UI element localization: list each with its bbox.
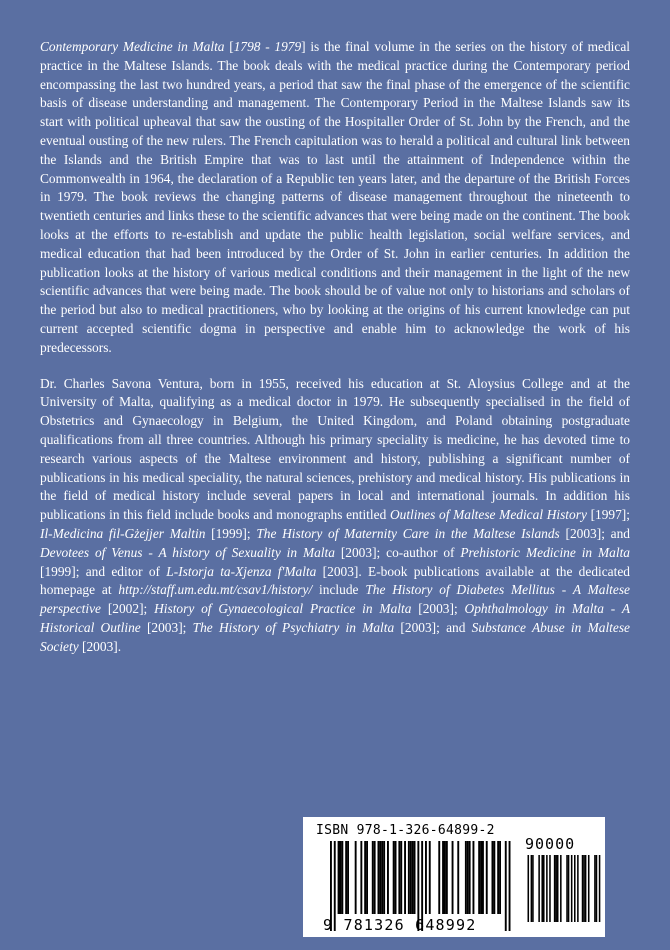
barcode-bar	[505, 841, 507, 931]
italic-title-text: http://staff.um.edu.mt/csav1/history/	[118, 582, 313, 598]
italic-title-text: Prehistoric Medicine in Malta	[460, 544, 630, 560]
barcode-bar	[340, 841, 342, 914]
italic-title-text: Contemporary Medicine in Malta	[40, 39, 225, 54]
price-addon-number: 90000	[525, 835, 576, 853]
italic-title-text: 1798 - 1979	[233, 39, 302, 54]
barcode-bar	[478, 841, 480, 914]
barcode-bar	[408, 841, 410, 914]
body-text: include	[312, 582, 366, 598]
barcode-bar	[480, 841, 482, 914]
barcode-bar	[381, 841, 383, 914]
barcode-bar	[499, 841, 501, 914]
barcode-bar	[338, 841, 340, 914]
barcode-bar	[560, 855, 562, 922]
body-text: [2003];	[140, 619, 193, 635]
body-text: ] is the final volume in the series on the history of medical practice in the Maltese Islands. The book deals with the medical practice during the Contemporary period encompassing the last two hundred years, a period that saw the final phase of the emergence of the scientific basis of disease understanding and management. The Contemporary Period in the Maltese Islands saw its start with political upheaval that saw the ousting of the Hospitaller Order of St. John by the French, and the eventual ousting of the new rulers. The French capitulation was to herald a political and cultural link between the Islands and the British Empire that was to last until the attainment of Independence within the Commonwealth in 1964, the declaration of a Republic ten years later, and the departure of the British Forces in 1979. The book reviews the changing patterns of disease management throughout the nineteenth to twentieth centuries and links these to the scientific advances that were being made on the continent. The book looks at the efforts to re-establish and update the public health legislation, social welfare services, and medical education that had been introduced by the Order of St. John in earlier centuries. In addition the publication looks at the history of various medical conditions and their management in the light of the new scientific advances that were being made. The book should be of value not only to historians and scholars of the period but also to medical practitioners, who by looking at the origins of his current knowledge can put current accepted scientific dogma in perspective and enable him to acknowledge the work of his predecessors.	[40, 39, 631, 355]
barcode-bar	[412, 841, 414, 914]
back-cover-content	[40, 38, 630, 937]
barcode-bar	[410, 841, 412, 914]
barcode-bar	[585, 855, 587, 922]
barcode-bar	[528, 855, 530, 922]
body-text: [2003]; co-author of	[334, 544, 461, 560]
barcode-bar	[467, 841, 469, 914]
body-text: Dr. Charles Savona Ventura, born in 1955, received his education at St. Aloysius College and at the University of Malta, qualifying as a medical doctor in 1979. He subsequently specialised in the field of Obstetrics and Gynaecology in Belgium, the United Kingdom, and Poland obtaining postgraduate qualifications from all three countries. Although his primary speciality is medicine, he has devoted time to research various aspects of the Maltese environment and history, publishing a significant number of publications in his medical speciality, the natural sciences, prehistory and medical history. His publications in the field of medical history include several papers in local and international journals. In addition his publications in this field include books and monographs entitled	[40, 375, 630, 523]
barcode-bar	[438, 841, 440, 914]
barcode-bar	[345, 841, 347, 914]
italic-title-text: History of Gynaecological Practice in Malta	[154, 601, 412, 617]
barcode-bar	[583, 855, 585, 922]
barcode-bar	[414, 841, 416, 914]
body-text: [1999];	[205, 525, 257, 541]
barcode-bar	[594, 855, 596, 922]
ean-left-digits: 781326	[343, 916, 405, 934]
barcode-bar	[341, 841, 343, 914]
barcode-bar	[372, 841, 374, 914]
barcode-bar	[531, 855, 533, 922]
barcode-bar	[446, 841, 448, 914]
body-text: [1997];	[586, 507, 630, 523]
barcode-bar	[577, 855, 579, 922]
barcode-bar	[599, 855, 601, 922]
barcode-bar	[366, 841, 368, 914]
italic-title-text: Devotees of Venus - A history of Sexuality in Malta	[40, 544, 335, 560]
ean-number	[323, 916, 476, 934]
italic-title-text: Il-Medicina fil-Gżejjer Maltin	[40, 525, 206, 541]
body-text: [2003]. E-book publications available at the dedicated homepage at	[40, 563, 630, 598]
italic-title-text: The History of Psychiatry in Malta	[192, 619, 395, 635]
italic-title-text: The History of Maternity Care in the Maltese Islands	[256, 525, 560, 541]
barcode-bar	[492, 841, 494, 914]
barcode-bar	[473, 841, 475, 914]
barcode-bar	[532, 855, 534, 922]
isbn-label: ISBN 978-1-326-64899-2	[316, 823, 495, 838]
isbn-barcode	[303, 817, 605, 937]
barcode-bar	[482, 841, 484, 914]
barcode-bar	[486, 841, 488, 914]
barcode-bar	[568, 855, 570, 922]
barcode-bar	[425, 841, 427, 914]
barcode-bar	[596, 855, 598, 922]
body-text: [2003]; and	[394, 619, 472, 635]
barcode-bar	[387, 841, 389, 914]
ean-first-digit: 9	[323, 916, 334, 934]
barcode-bar	[538, 855, 540, 922]
italic-title-text: The History of Diabetes Mellitus - A Maltese perspective	[40, 582, 630, 617]
barcode-bar	[582, 855, 584, 922]
barcode-bar	[571, 855, 573, 922]
barcode-bar	[555, 855, 557, 922]
barcode-bar	[364, 841, 366, 914]
barcode-bar	[378, 841, 380, 914]
barcode-bar	[493, 841, 495, 914]
barcode-bar	[404, 841, 406, 914]
book-description-paragraph	[40, 38, 630, 358]
italic-title-text: Substance Abuse in Maltese Society	[40, 619, 630, 654]
barcode-bar	[429, 841, 431, 914]
body-text: [2003];	[411, 601, 465, 617]
body-text: [2003].	[78, 638, 122, 654]
barcode-bar	[541, 855, 543, 922]
italic-title-text: Ophthalmology in Malta - A Historical Outline	[40, 601, 630, 635]
barcode-bar	[383, 841, 385, 914]
barcode-bar	[452, 841, 454, 914]
barcode-bar	[554, 855, 556, 922]
barcode-bar	[546, 855, 548, 922]
barcode-bar	[355, 841, 357, 914]
ean-right-digits: 648992	[415, 916, 477, 934]
barcode-bar	[379, 841, 381, 914]
body-text: [2003]; and	[559, 525, 630, 541]
body-text: [	[224, 39, 234, 54]
barcode-bar	[374, 841, 376, 914]
barcode-bar	[398, 841, 400, 914]
barcode-bar	[574, 855, 576, 922]
italic-title-text: Outlines of Maltese Medical History	[389, 507, 587, 523]
barcode-bar	[400, 841, 402, 914]
barcode-bar	[588, 855, 590, 922]
barcode-bar	[566, 855, 568, 922]
barcode-bar	[469, 841, 471, 914]
body-text: [2002];	[100, 601, 155, 617]
barcode-bar	[360, 841, 362, 914]
barcode-bar	[442, 841, 444, 914]
author-biography-paragraph	[40, 375, 630, 657]
barcode-bar	[457, 841, 459, 914]
barcode-bar	[347, 841, 349, 914]
barcode-bar	[395, 841, 397, 914]
barcode-bar	[543, 855, 545, 922]
barcode-bar	[497, 841, 499, 914]
italic-title-text: L-Istorja ta-Xjenza f'Malta	[166, 563, 317, 579]
barcode-bar	[393, 841, 395, 914]
barcode-bar	[509, 841, 511, 931]
barcode-bar	[444, 841, 446, 914]
barcode-bar	[549, 855, 551, 922]
body-text: [1999]; and editor of	[40, 563, 167, 579]
text-block	[40, 38, 630, 817]
barcode-bar	[465, 841, 467, 914]
barcode-bar	[557, 855, 559, 922]
